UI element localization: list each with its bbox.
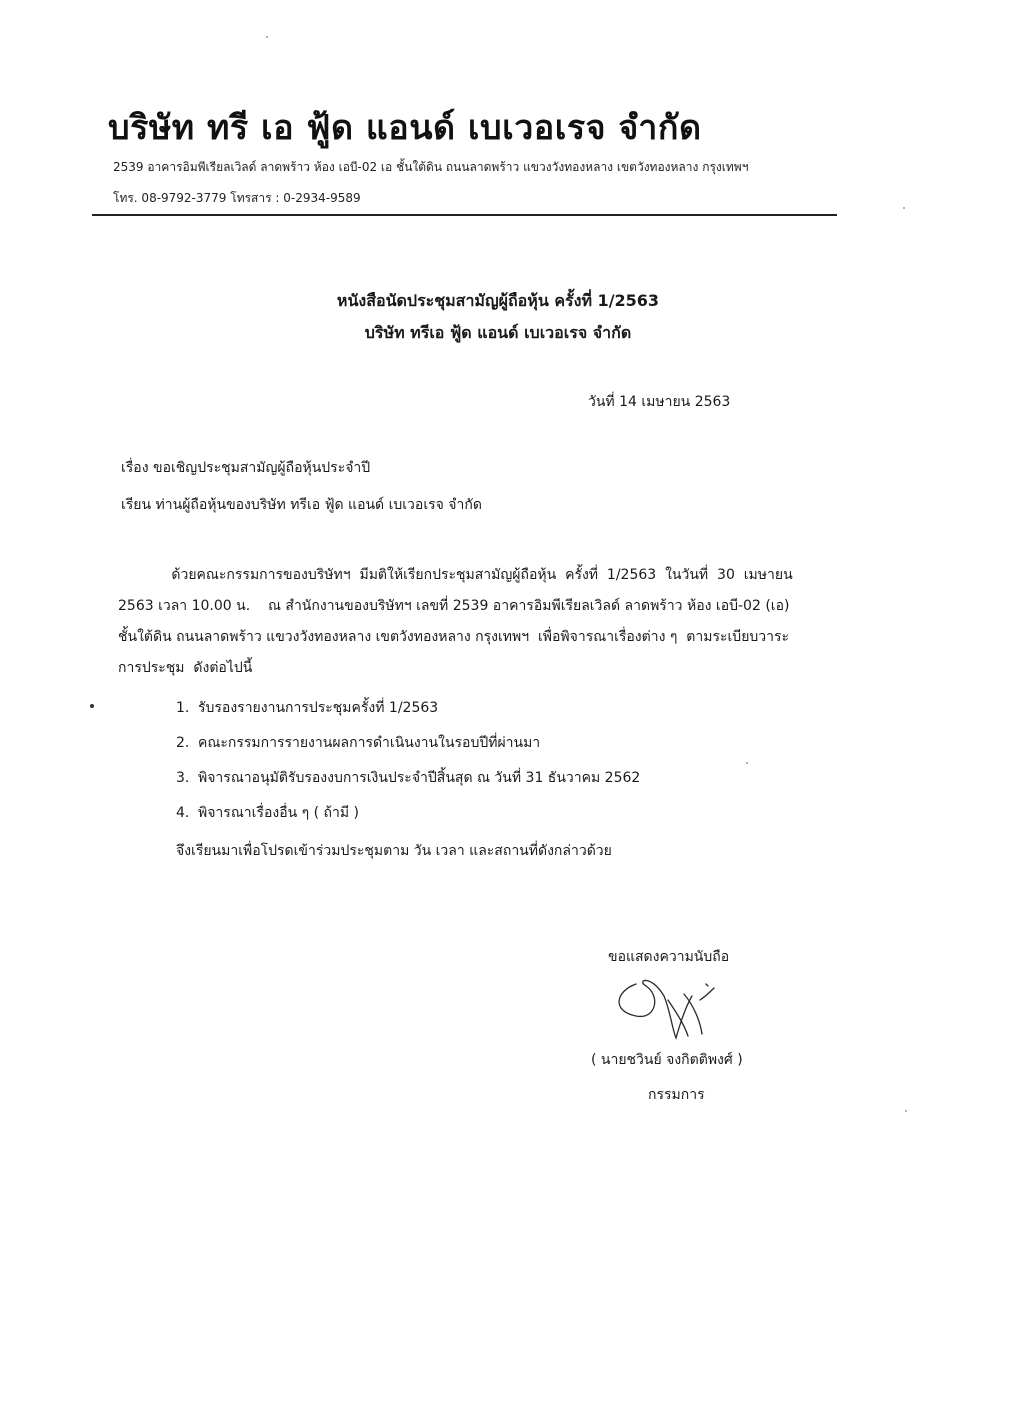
agenda-text: พิจารณาอนุมัติรับรองงบการเงินประจำปีสิ้นสุด ณ วันที่ 31 ธันวาคม 2562 bbox=[198, 770, 641, 786]
agenda-text: รับรองรายงานการประชุมครั้งที่ 1/2563 bbox=[198, 700, 439, 716]
agenda-text: พิจารณาเรื่องอื่น ๆ ( ถ้ามี ) bbox=[198, 805, 359, 821]
agenda-item bbox=[176, 698, 640, 733]
scan-speck bbox=[266, 36, 268, 38]
handwritten-signature bbox=[606, 966, 726, 1046]
agenda-item bbox=[176, 803, 640, 838]
letter-date: วันที่ 14 เมษายน 2563 bbox=[588, 394, 731, 410]
company-name: บริษัท ทรี เอ ฟู้ด แอนด์ เบเวอเรจ จำกัด bbox=[108, 108, 702, 148]
body-line: การประชุม ดังต่อไปนี้ bbox=[118, 660, 253, 676]
signer-title: กรรมการ bbox=[648, 1087, 705, 1103]
body-line: 2563 เวลา 10.00 น. ณ สำนักงานของบริษัทฯ เลขที่ 2539 อาคารอิมพีเรียลเวิลด์ ลาดพร้าว ห้อง เอบี-02 (เอ) bbox=[118, 598, 790, 614]
body-paragraph bbox=[118, 560, 878, 684]
agenda-number: 4. bbox=[176, 805, 190, 821]
agenda-text: คณะกรรมการรายงานผลการดำเนินงานในรอบปีที่ผ่านมา bbox=[198, 735, 541, 751]
letterhead-divider bbox=[92, 214, 837, 216]
margin-mark bbox=[90, 704, 94, 708]
closing-sentence: จึงเรียนมาเพื่อโปรดเข้าร่วมประชุมตาม วัน เวลา และสถานที่ดังกล่าวด้วย bbox=[176, 843, 612, 859]
agenda-item bbox=[176, 768, 640, 803]
company-contact: โทร. 08-9792-3779 โทรสาร : 0-2934-9589 bbox=[113, 191, 361, 205]
scan-speck bbox=[903, 207, 905, 209]
document-subtitle: บริษัท ทรีเอ ฟู้ด แอนด์ เบเวอเรจ จำกัด bbox=[364, 323, 632, 342]
agenda-number: 3. bbox=[176, 770, 190, 786]
body-line: ชั้นใต้ดิน ถนนลาดพร้าว แขวงวังทองหลาง เขตวังทองหลาง กรุงเทพฯ เพื่อพิจารณาเรื่องต่าง ๆ ตามระเบียบวาระ bbox=[118, 629, 790, 645]
letter-recipient: เรียน ท่านผู้ถือหุ้นของบริษัท ทรีเอ ฟู้ด แอนด์ เบเวอเรจ จำกัด bbox=[121, 497, 482, 513]
scan-speck bbox=[905, 1110, 907, 1112]
document-title: หนังสือนัดประชุมสามัญผู้ถือหุ้น ครั้งที่ 1/2563 bbox=[336, 291, 660, 310]
agenda-list bbox=[176, 698, 640, 838]
agenda-number: 1. bbox=[176, 700, 190, 716]
company-address: 2539 อาคารอิมพีเรียลเวิลด์ ลาดพร้าว ห้อง เอบี-02 เอ ชั้นใต้ดิน ถนนลาดพร้าว แขวงวังทองหลาง เขตวังทองหลาง กรุงเทพฯ bbox=[113, 160, 749, 174]
scan-speck bbox=[746, 762, 748, 764]
agenda-item bbox=[176, 733, 640, 768]
complimentary-close: ขอแสดงความนับถือ bbox=[608, 949, 730, 965]
letter-subject: เรื่อง ขอเชิญประชุมสามัญผู้ถือหุ้นประจำปี bbox=[121, 460, 371, 476]
agenda-number: 2. bbox=[176, 735, 190, 751]
body-line: ด้วยคณะกรรมการของบริษัทฯ มีมติให้เรียกประชุมสามัญผู้ถือหุ้น ครั้งที่ 1/2563 ในวันที่ 30 เมษายน bbox=[118, 567, 793, 583]
signer-name: ( นายชวินย์ จงกิตติพงศ์ ) bbox=[591, 1052, 743, 1068]
